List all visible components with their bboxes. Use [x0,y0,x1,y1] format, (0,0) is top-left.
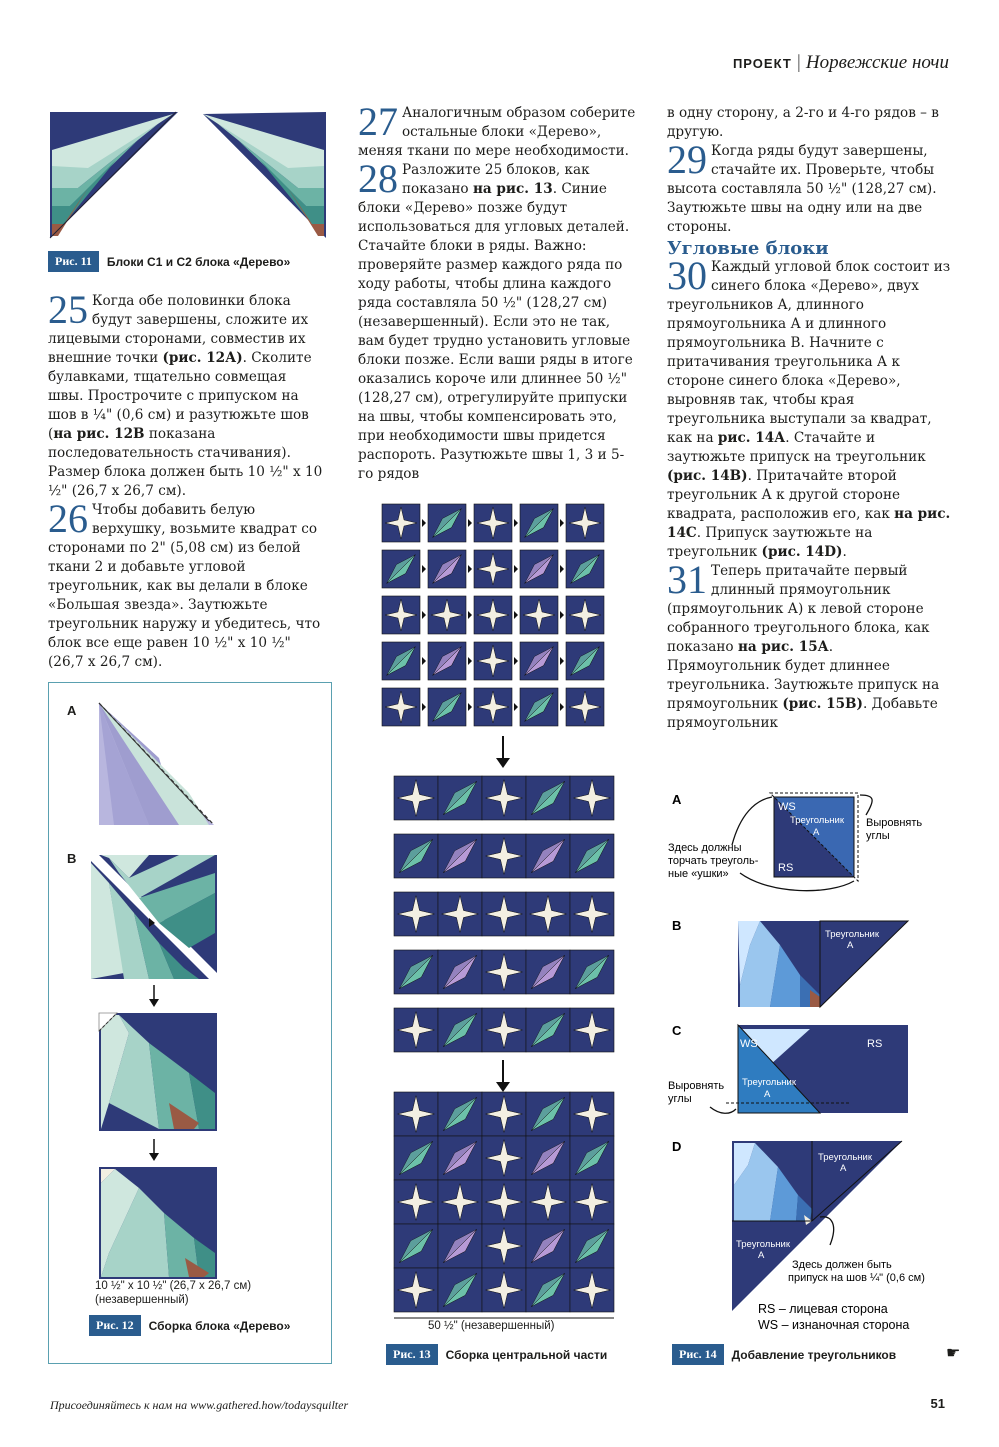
step-29-number: 29 [667,137,707,182]
step-31-number: 31 [667,557,707,602]
step-27 [358,99,638,161]
fig13-tag: Рис. 13 [386,1344,438,1365]
step-30-ref-b: (рис. 14В) [667,468,748,484]
fig12-panel [48,682,332,1364]
fig14a-align-1: Выровнять [866,817,923,829]
step-25-number: 25 [48,287,88,332]
footer-text: Присоединяйтесь к нам на www.gathered.how/todaysquilter [50,1398,349,1412]
fig13-illustration [378,500,628,1332]
step-25-text-2: . Сколите булавками, тщательно совмещая швы. Прострочите с припуском на шов в ¼" (0,6 см) и разутюжьте шов ( [48,350,312,442]
fig14c-arrow [710,1107,736,1113]
step-26 [48,496,324,672]
arrow-down-1 [149,985,159,1007]
fig14c-rs: RS [867,1038,883,1050]
fig13-stage-rows [394,776,614,1052]
step-31-ref-b: (рис. 15В) [782,696,863,712]
fig12-caption-text: Сборка блока «Дерево» [148,1318,291,1333]
fig14d-allow-1: Здесь должен быть [792,1259,892,1271]
fig14a-arrow-align [860,795,872,815]
step-30-number: 30 [667,253,707,298]
fig14c-block [726,1025,908,1113]
column-2 [358,99,638,484]
step-28 [358,156,638,484]
fig14a-square [770,793,858,881]
fig14-legend-ws: WS – изнаночная сторона [758,1318,910,1332]
fig14-label-d: D [672,1139,682,1154]
tree-half-left [50,112,178,238]
fig13-stage-assembled [394,1092,614,1312]
fig13-arrow-2 [496,1060,510,1092]
fig14d-tri-top-1: Треугольник [818,1152,873,1163]
fig11-caption-text: Блоки С1 и С2 блока «Дерево» [106,254,291,269]
column-1 [48,287,324,672]
header-title: Норвежские ночи [805,52,949,73]
tree-half-right [203,112,326,238]
fig14a-rs: RS [778,862,794,874]
col3-continuation: в одну сторону, а 2-го и 4-го рядов – в другую. [667,105,939,140]
step-26-text: Чтобы добавить белую верхушку, возьмите квадрат со сторонами по 2" (5,08 см) из белой ткани 2 и добавьте угловой треугольник, как вы делали в блоке «Большая звезда». Заутюжьте треугольник наружу и убедитесь, что блок все еще равен 10 ½" х 10 ½" (26,7 х 26,7 см). [48,502,321,670]
fig11-tag: Рис. 11 [48,251,99,272]
fig12-finished-block [99,1167,217,1279]
fig13-stage-blocks [382,504,604,726]
arrow-down-2 [149,1139,159,1161]
step-31-text: Теперь притачайте первый длинный прямоугольник (прямоугольник А) к левой стороне собранного треугольного блока, как показано [667,563,930,655]
fig14d-tri-top-2: A [840,1163,847,1174]
fig12-label-a: A [67,703,77,718]
fig14a-ws: WS [778,801,796,813]
fig13-size-note: 50 ½" (незавершенный) [428,1320,555,1332]
step-31 [667,557,951,733]
fig14-caption [672,1344,896,1365]
fig14a-align-2: углы [866,830,890,842]
header-separator: | [795,52,802,73]
step-26-number: 26 [48,496,88,541]
section-heading-corner-blocks: Угловые блоки [667,238,829,259]
fig12-size-line-1: 10 ½" x 10 ½" (26,7 x 26,7 см) [95,1280,252,1292]
step-30-ref-c: на рис. 14С [667,506,951,541]
fig14b-tri-2: A [847,940,854,951]
fig12-step-2-square [99,1013,217,1131]
fig12-illustration [49,683,331,1323]
fig14d-block [732,1141,902,1311]
fig14c-ws: WS [740,1038,758,1050]
fig14b-block [738,921,908,1007]
fig13-arrow-1 [496,736,510,768]
step-31-text-3: . Добавьте прямоугольник [667,696,938,731]
fig11-illustration [48,110,330,240]
fig11-caption [48,251,290,272]
fig14-tag: Рис. 14 [672,1344,724,1365]
fig14c-align-2: углы [668,1093,692,1105]
step-30-ref-d: (рис. 14D) [761,544,843,560]
fig12-caption [89,1315,290,1336]
step-29 [667,137,951,237]
fig14-legend-rs: RS – лицевая сторона [758,1302,888,1316]
step-28-number: 28 [358,156,398,201]
fig14b-tri-1: Треугольник [825,929,880,940]
fig12-size-note [95,1279,251,1307]
header-kicker: ПРОЕКТ [732,56,792,71]
fig14d-tri-left-2: A [758,1250,765,1261]
fig14-label-a: A [672,792,682,807]
step-31-text-2: . Прямоугольник будет длиннее треугольника. Заутюжьте припуск на прямоугольник [667,639,940,712]
step-25-text-3: показана последовательность стачивания). Размер блока должен быть 10 ½" х 10 ½" (26,7 х 26,7 см). [48,426,323,499]
fig14-label-b: B [672,918,682,933]
running-header [733,52,949,74]
step-30-text-3: . Притачайте второй треугольник А к другой стороне квадрата, расположив его, как [667,468,901,522]
continue-hand-icon: ☛ [946,1343,961,1362]
step-29-text: Когда ряды будут завершены, стачайте их. Проверьте, чтобы высота составляла 50 ½" (128,27 см). Заутюжьте швы на одну или на две стороны. [667,143,937,235]
fig14a-ears-3: ные «ушки» [668,868,729,880]
fig14d-allow-2: припуск на шов ¼" (0,6 см) [788,1272,925,1284]
step-25-text: Когда обе половинки блока будут завершены, сложите их лицевыми сторонами, совместив их внешние точки [48,293,309,366]
fig12-label-b: B [67,851,77,866]
step-30-ref-a: рис. 14А [717,430,786,446]
fig12b-halves [91,855,217,979]
fig14a-arrow-ears-top [732,797,772,845]
step-28-text: Разложите 25 блоков, как показано [402,162,590,197]
step-25-ref-b: на рис. 12В [53,426,145,442]
step-30 [667,253,951,562]
step-30-text-5: . [842,544,847,560]
fig14-illustration [660,785,960,1340]
fig14c-align-1: Выровнять [668,1080,725,1092]
step-31-ref-a: на рис. 15А [737,639,829,655]
fig14c-tri-2: A [764,1089,771,1100]
step-25-ref-a: (рис. 12А) [162,350,243,366]
fig14c-tri-1: Треугольник [742,1077,797,1088]
fig14d-arrow [820,1217,834,1245]
fig14a-ears-1: Здесь должны [668,842,742,854]
step-28-ref: на рис. 13 [472,181,553,197]
fig14a-ears-2: торчать треуголь- [668,855,759,867]
step-30-text-2: . Стачайте и заутюжьте припуск на треугольник [667,430,926,465]
fig14a-tri-2: A [813,827,820,838]
step-27-number: 27 [358,99,398,144]
fig13-caption-text: Сборка центральной части [445,1347,608,1362]
fig12a-triangle [99,703,214,825]
step-28-text-2: . Синие блоки «Дерево» позже будут использоваться для угловых деталей. Стачайте блоки в ряды. Важно: проверяйте размер каждого ряда по ходу работы, чтобы длина каждого ряда составляла 50 ½" (128,27 см) (незавершенный). Если это не так, вам будет трудно установить угловые блоки позже. Если ваши ряды в итоге оказались короче или длиннее 50 ½" (128,27 см), отрегулируйте припуски на швы, чтобы компенсировать это, при необходимости швы придется распороть. Разутюжьте швы 1, 3 и 5-го рядов [358,181,633,482]
fig14a-tri-1: Треугольник [790,815,845,826]
fig14-caption-text: Добавление треугольников [731,1347,897,1362]
fig12-tag: Рис. 12 [89,1315,141,1336]
step-30-text: Каждый угловой блок состоит из синего блока «Дерево», двух треугольников А, длинного прямоугольника А и длинного прямоугольника В. Начните с притачивания треугольника А к стороне синего блока «Дерево», выровняв так, чтобы края треугольника выступали за квадрат, как на [667,259,951,446]
step-30-text-4: . Припуск заутюжьте на треугольник [667,525,873,560]
fig12-size-line-2: (незавершенный) [95,1294,189,1306]
fig13-caption [386,1344,607,1365]
step-25 [48,287,324,501]
step-27-text: Аналогичным образом соберите остальные блоки «Дерево», меняя ткани по мере необходимости. [358,105,636,159]
column-3 [667,104,951,733]
fig14d-tri-left-1: Треугольник [736,1239,791,1250]
fig14-label-c: C [672,1023,682,1038]
page-number: 51 [930,1396,945,1411]
